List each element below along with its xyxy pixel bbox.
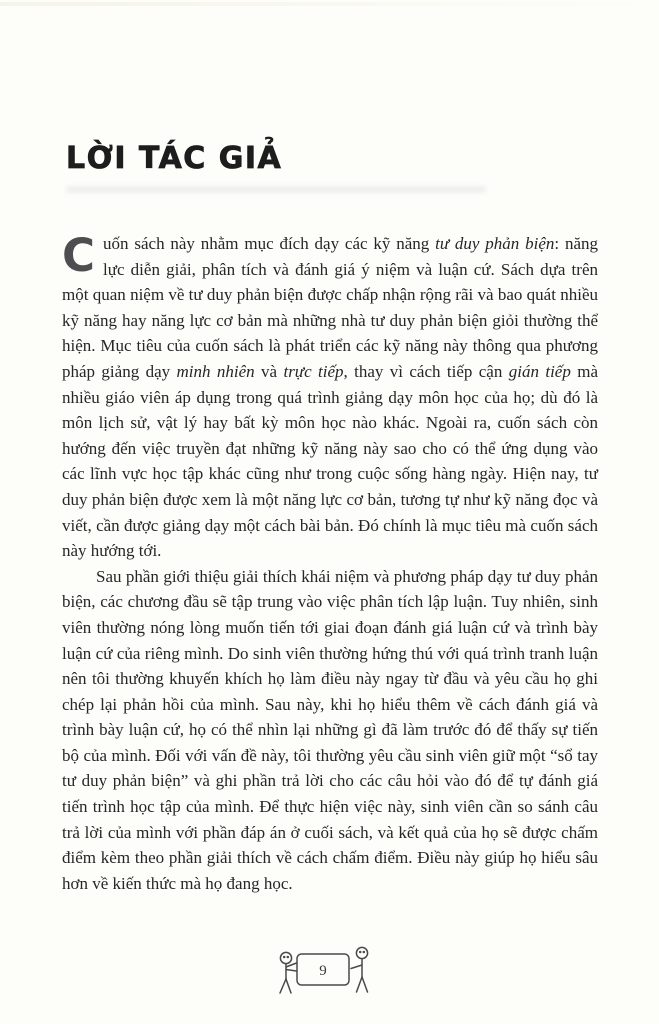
stick-figures-holding-sign-illustration: [274, 940, 374, 998]
paragraph-1: [62, 231, 598, 564]
paragraph-1-text: uốn sách này nhằm mục đích dạy các kỹ năng tư duy phản biện: năng lực diễn giải, phân tích và đánh giá ý niệm và luận cứ. Sách dựa trên một quan niệm về tư duy phản biện được chấp nhận rộng rãi và bao quát nhiều kỹ năng hay năng lực cơ bản mà những nhà tư duy phản biện giỏi thường thể hiện. Mục tiêu của cuốn sách là phát triển các kỹ năng này thông qua phương pháp giảng dạy minh nhiên và trực tiếp, thay vì cách tiếp cận gián tiếp mà nhiều giáo viên áp dụng trong quá trình giảng dạy môn học của họ; dù đó là môn lịch sử, vật lý hay bất kỳ môn học nào khác. Ngoài ra, cuốn sách còn hướng đến việc truyền đạt những kỹ năng này sao cho có thể ứng dụng vào các lĩnh vực học tập khác cũng như trong cuộc sống hàng ngày. Hiện nay, tư duy phản biện được xem là một năng lực cơ bản, tương tự như kỹ năng đọc và viết, cần được giảng dạy một cách bài bản. Đó chính là mục tiêu mà cuốn sách này hướng tới.: [62, 234, 599, 561]
page-content: [62, 231, 598, 896]
left-stick-figure-icon: [280, 952, 297, 993]
paragraph-2: [62, 564, 598, 897]
title-bleed-artifact: [66, 186, 486, 193]
drop-cap: C: [62, 229, 96, 282]
scan-edge-artifact: [0, 2, 659, 6]
page-title: LỜI TÁC GIẢ: [66, 141, 283, 176]
page-number: 9: [319, 963, 327, 979]
paragraph-2-text: Sau phần giới thiệu giải thích khái niệm và phương pháp dạy tư duy phản biện, các chương đầu sẽ tập trung vào việc phân tích lập luận. Tuy nhiên, sinh viên thường nóng lòng muốn tiến tới giai đoạn đánh giá luận cứ và trình bày luận cứ của riêng mình. Do sinh viên thường hứng thú với quá trình tranh luận nên tôi thường khuyến khích họ làm điều này ngay từ đầu và yêu cầu họ ghi chép lại phản hồi của mình. Sau này, khi họ hiểu thêm về cách đánh giá và trình bày luận cứ, họ có thể nhìn lại những gì đã làm trước đó để thấy sự tiến bộ của mình. Đối với vấn đề này, tôi thường yêu cầu sinh viên giữ một “sổ tay tư duy phản biện” và ghi phần trả lời cho các câu hỏi vào đó để tự đánh giá tiến trình học tập của mình. Để thực hiện việc này, sinh viên cần so sánh câu trả lời của mình với phần đáp án ở cuối sách, và kết quả của họ sẽ được chấm điểm kèm theo phần giải thích về cách chấm điểm. Điều này giúp họ hiểu sâu hơn về kiến thức mà họ đang học.: [62, 566, 598, 893]
right-stick-figure-icon: [351, 947, 368, 992]
page-footer: [274, 940, 374, 998]
